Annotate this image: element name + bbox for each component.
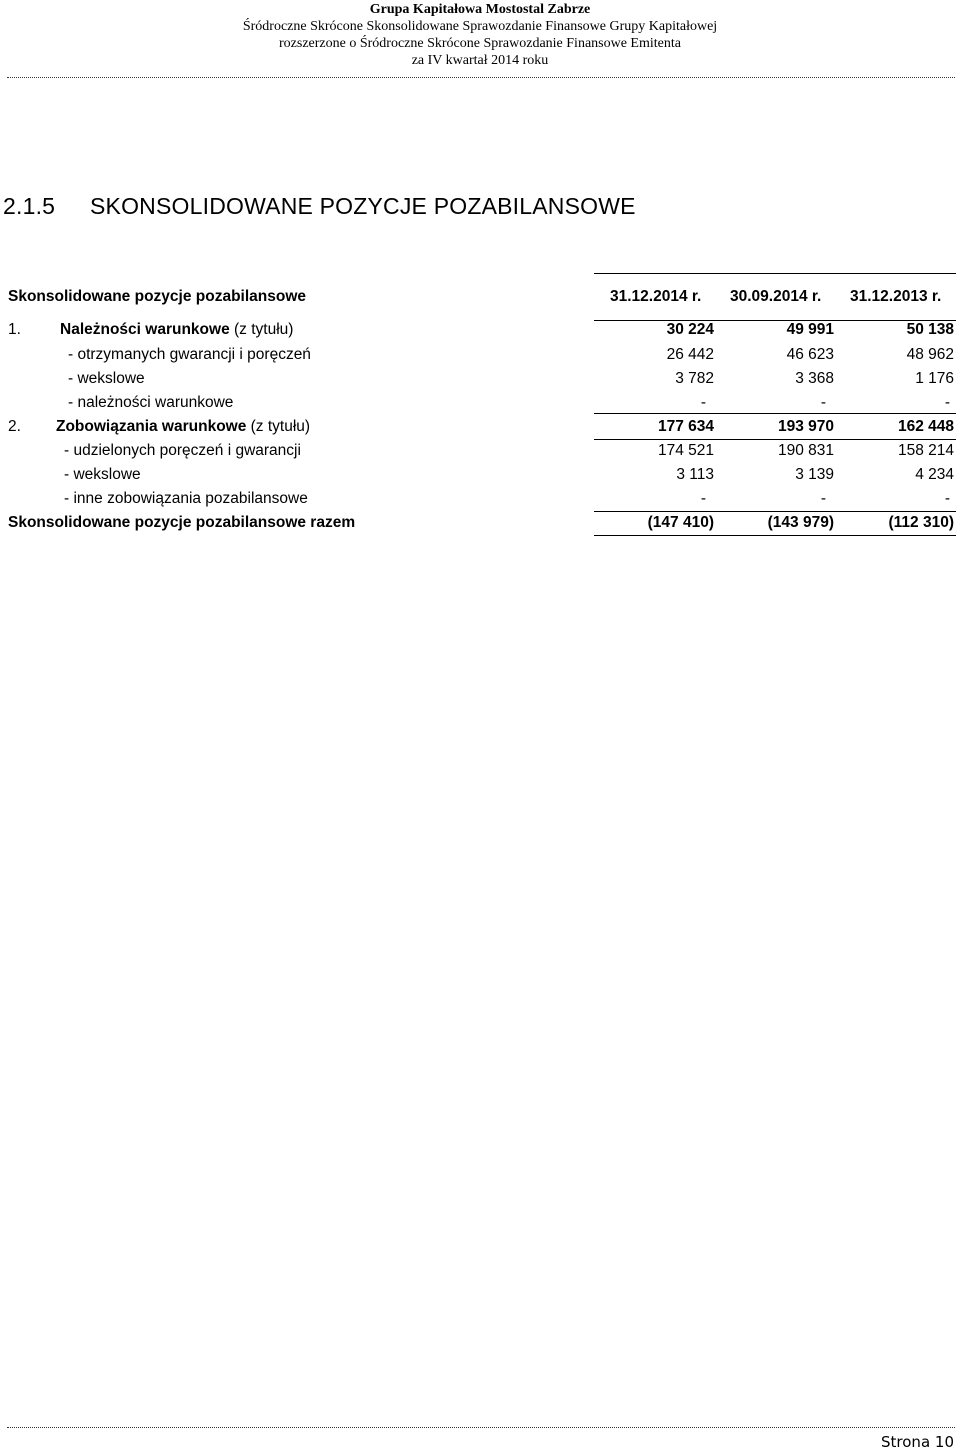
cell-value: 3 139 xyxy=(795,466,834,483)
row-label-rest: (z tytułu) xyxy=(229,321,294,338)
table-row xyxy=(0,487,960,511)
column-header-31-12-2013: 31.12.2013 r. xyxy=(850,288,942,305)
row-label: - udzielonych poręczeń i gwarancji xyxy=(64,442,301,459)
table-heading: Skonsolidowane pozycje pozabilansowe xyxy=(8,288,307,305)
section-number: 2.1.5 xyxy=(3,193,56,219)
table-top-rule xyxy=(594,273,956,274)
section-title xyxy=(3,192,636,220)
cell-value: 193 970 xyxy=(777,418,834,435)
row-divider xyxy=(594,413,956,414)
cell-value: (112 310) xyxy=(888,514,954,531)
page-number: Strona 10 xyxy=(881,1433,954,1451)
cell-value: - xyxy=(700,394,706,411)
report-title-line-2: rozszerzone o Śródroczne Skrócone Sprawozdanie Finansowe Emitenta xyxy=(279,36,681,51)
column-header-31-12-2014: 31.12.2014 r. xyxy=(610,288,702,305)
row-label: - wekslowe xyxy=(64,466,141,483)
row-label: - wekslowe xyxy=(68,370,145,387)
report-title-line-1: Śródroczne Skrócone Skonsolidowane Sprawozdanie Finansowe Grupy Kapitałowej xyxy=(242,19,718,34)
cell-value: 50 138 xyxy=(906,321,954,338)
cell-value: 3 368 xyxy=(795,370,834,387)
company-name: Grupa Kapitałowa Mostostal Zabrze xyxy=(369,2,591,17)
cell-value: - xyxy=(944,394,950,411)
row-number: 1. xyxy=(8,321,21,338)
row-label xyxy=(56,415,310,439)
table-row-receivables xyxy=(0,318,960,342)
cell-value: 4 234 xyxy=(915,466,954,483)
row-label: - należności warunkowe xyxy=(68,394,234,411)
cell-value: - xyxy=(820,394,826,411)
cell-value: 162 448 xyxy=(897,418,954,435)
row-label-bold: Należności warunkowe xyxy=(60,321,230,338)
header-divider xyxy=(7,77,955,78)
row-label: - otrzymanych gwarancji i poręczeń xyxy=(68,346,311,363)
row-label: - inne zobowiązania pozabilansowe xyxy=(64,490,308,507)
cell-value: 48 962 xyxy=(906,346,954,363)
cell-value: 49 991 xyxy=(786,321,834,338)
total-label: Skonsolidowane pozycje pozabilansowe razem xyxy=(8,514,356,531)
cell-value: 46 623 xyxy=(786,346,834,363)
cell-value: 158 214 xyxy=(897,442,954,459)
cell-value: - xyxy=(700,490,706,507)
cell-value: 1 176 xyxy=(915,370,954,387)
cell-value: (147 410) xyxy=(647,514,714,531)
cell-value: 190 831 xyxy=(777,442,834,459)
table-row xyxy=(0,367,960,391)
cell-value: 30 224 xyxy=(666,321,714,338)
cell-value: - xyxy=(820,490,826,507)
report-period: za IV kwartał 2014 roku xyxy=(411,53,549,68)
cell-value: - xyxy=(944,490,950,507)
table-bottom-rule xyxy=(594,535,956,536)
section-title-text: SKONSOLIDOWANE POZYCJE POZABILANSOWE xyxy=(90,193,636,219)
table-row-liabilities xyxy=(0,415,960,439)
footer-divider xyxy=(7,1427,955,1428)
cell-value: 3 782 xyxy=(675,370,714,387)
column-header-30-09-2014: 30.09.2014 r. xyxy=(730,288,822,305)
row-number: 2. xyxy=(8,418,21,435)
table-row xyxy=(0,463,960,487)
table-row xyxy=(0,391,960,415)
row-label-bold: Zobowiązania warunkowe xyxy=(56,418,247,435)
cell-value: 177 634 xyxy=(657,418,714,435)
cell-value: 26 442 xyxy=(666,346,714,363)
table-row xyxy=(0,343,960,367)
cell-value: 174 521 xyxy=(657,442,714,459)
table-header-row xyxy=(0,285,960,309)
table-row-total xyxy=(0,511,960,535)
cell-value: (143 979) xyxy=(767,514,834,531)
cell-value: 3 113 xyxy=(676,466,714,483)
row-label-rest: (z tytułu) xyxy=(246,418,311,435)
row-label xyxy=(60,318,293,342)
table-row xyxy=(0,439,960,463)
